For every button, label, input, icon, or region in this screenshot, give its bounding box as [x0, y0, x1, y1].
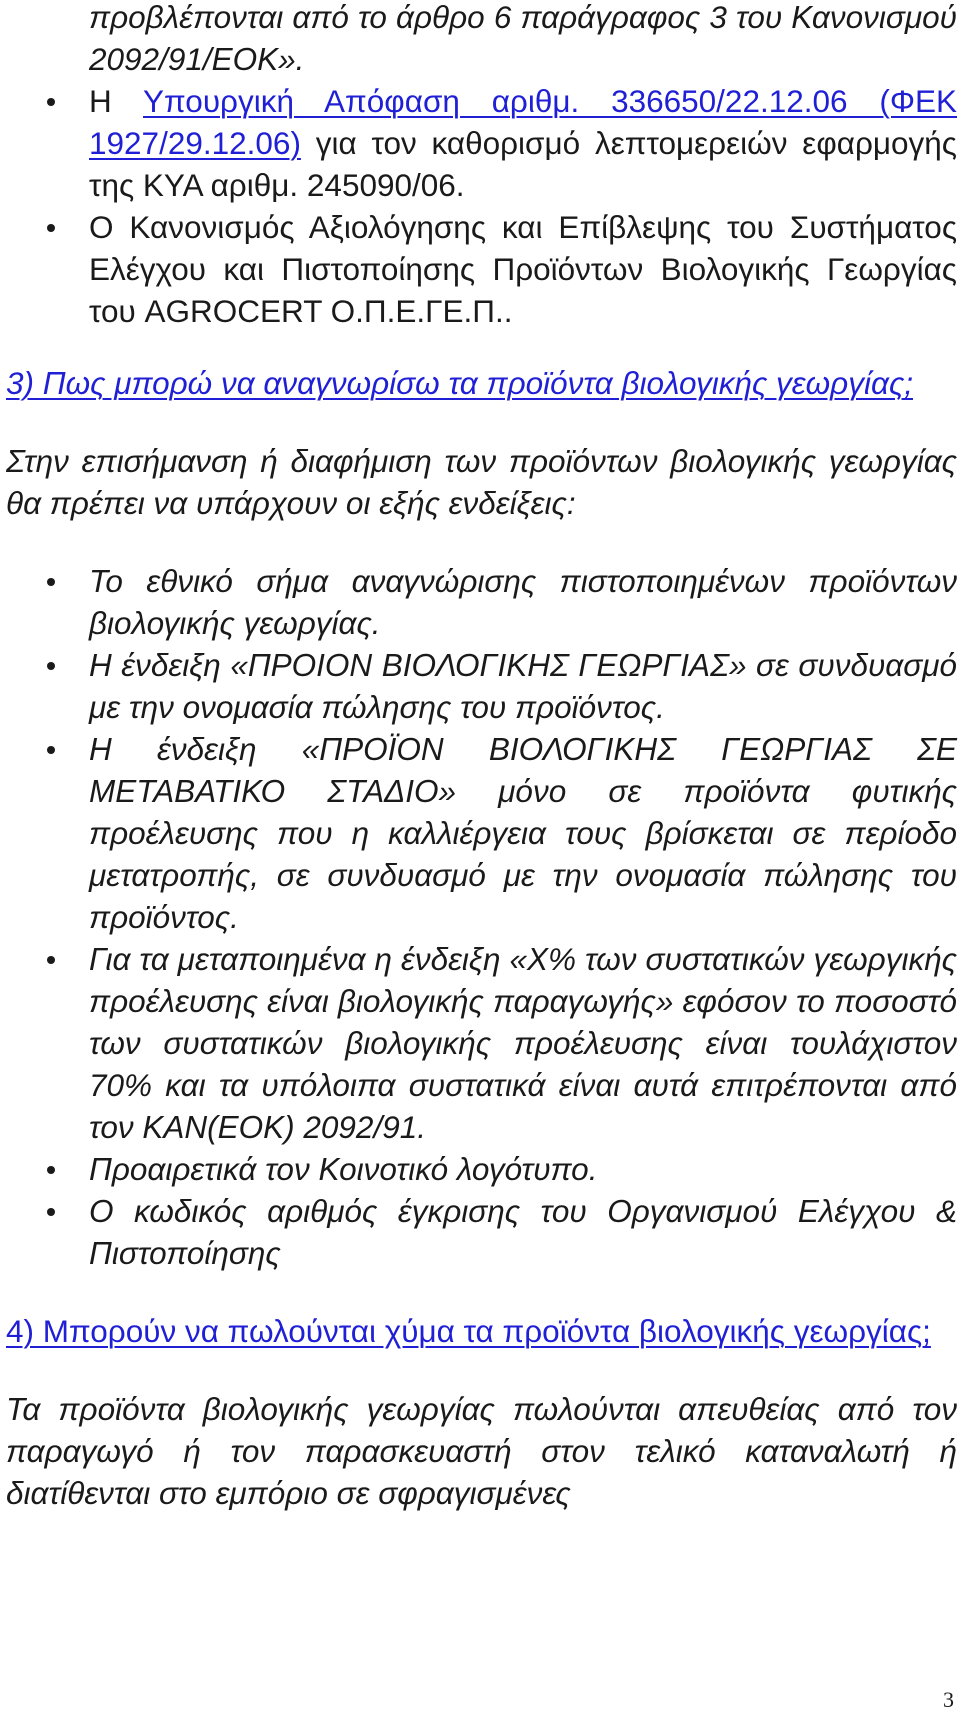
list-item	[6, 938, 957, 1148]
list-item-text: για τον καθορισμό λεπτομερειών εφαρμογής της ΚΥΑ αριθμ. 245090/06.	[89, 125, 957, 203]
ministerial-decision-link[interactable]: Υπουργική Απόφαση αριθμ. 336650/22.12.06 (ΦΕΚ 1927/29.12.06)	[89, 83, 958, 161]
indications-list	[6, 560, 957, 1274]
list-item-continuation	[6, 0, 957, 80]
bullet-icon	[47, 1208, 55, 1216]
list-item	[6, 1190, 957, 1274]
bullet-icon	[47, 746, 55, 754]
bullet-icon	[47, 956, 55, 964]
list-item-text: Η ένδειξη «ΠΡΟΪΟΝ ΒΙΟΛΟΓΙΚΗΣ ΓΕΩΡΓΙΑΣ ΣΕ ΜΕΤΑΒΑΤΙΚΟ ΣΤΑΔΙΟ» μόνο σε προϊόντα φυτικής προέλευσης που η καλλιέργεια τους βρίσκεται σε περίοδο μετατροπής, σε συνδυασμό με την ονομασία πώλησης του προϊόντος.	[89, 731, 957, 935]
list-item	[6, 728, 957, 938]
list-item-text: Προαιρετικά τον Κοινοτικό λογότυπο.	[89, 1151, 598, 1187]
list-item	[6, 80, 957, 206]
section-4-heading[interactable]: 4) Μπορούν να πωλούνται χύμα τα προϊόντα βιολογικής γεωργίας;	[6, 1313, 931, 1349]
list-item	[6, 644, 957, 728]
document-body	[6, 0, 957, 1514]
page-number: 3	[943, 1687, 954, 1712]
bullet-icon	[47, 1166, 55, 1174]
list-item-text: Για τα μεταποιημένα η ένδειξη «Χ% των συστατικών γεωργικής προέλευσης είναι βιολογικής παραγωγής» εφόσον το ποσοστό των συστατικών βιολογικής προέλευσης είναι τουλάχιστον 70% και τα υπόλοιπα συστατικά είναι αυτά επιτρέπονται από τον ΚΑΝ(ΕΟΚ) 2092/91.	[89, 941, 957, 1145]
section-4-body: Τα προϊόντα βιολογικής γεωργίας πωλούνται απευθείας από τον παραγωγό ή τον παρασκευαστή στον τελικό καταναλωτή ή διατίθενται στο εμπόριο σε σφραγισμένες	[6, 1391, 957, 1511]
continuation-text: προβλέπονται από το άρθρο 6 παράγραφος 3 του Κανονισμού 2092/91/ΕΟΚ».	[89, 0, 957, 77]
bullet-icon	[47, 224, 55, 232]
regulation-list	[6, 0, 957, 332]
list-item-prefix: Η	[89, 83, 143, 119]
list-item	[6, 560, 957, 644]
list-item	[6, 206, 957, 332]
list-item-text: Η ένδειξη «ΠΡΟΙΟΝ ΒΙΟΛΟΓΙΚΗΣ ΓΕΩΡΓΙΑΣ» σε συνδυασμό με την ονομασία πώλησης του προϊόντος.	[89, 647, 957, 725]
list-item-text: Ο Κανονισμός Αξιολόγησης και Επίβλεψης του Συστήματος Ελέγχου και Πιστοποίησης Προϊόντων Βιολογικής Γεωργίας του AGROCERT Ο.Π.Ε.ΓΕ.Π..	[89, 209, 957, 329]
section-3-heading[interactable]: 3) Πως μπορώ να αναγνωρίσω τα προϊόντα βιολογικής γεωργίας;	[6, 365, 914, 401]
bullet-icon	[47, 578, 55, 586]
list-item	[6, 1148, 957, 1190]
bullet-icon	[47, 662, 55, 670]
bullet-icon	[47, 98, 55, 106]
section-3-intro: Στην επισήμανση ή διαφήμιση των προϊόντων βιολογικής γεωργίας θα πρέπει να υπάρχουν οι εξής ενδείξεις:	[6, 443, 957, 521]
list-item-text: Το εθνικό σήμα αναγνώρισης πιστοποιημένων προϊόντων βιολογικής γεωργίας.	[89, 563, 957, 641]
list-item-text: Ο κωδικός αριθμός έγκρισης του Οργανισμού Ελέγχου & Πιστοποίησης	[89, 1193, 957, 1271]
